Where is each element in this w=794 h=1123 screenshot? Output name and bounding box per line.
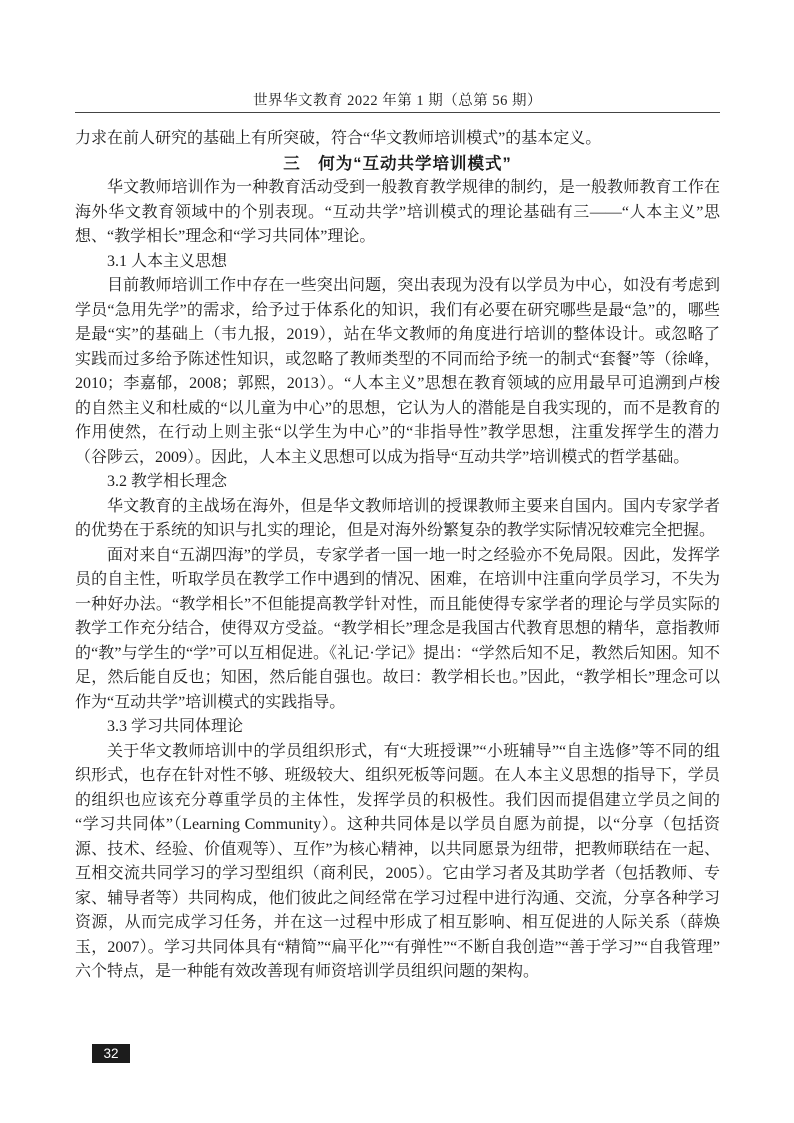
paragraph-continuation: 力求在前人研究的基础上有所突破，符合“华文教师培训模式”的基本定义。	[75, 130, 602, 147]
page-number-badge: 32	[92, 1044, 130, 1063]
article-body	[75, 127, 720, 985]
journal-header-title: 世界华文教育 2022 年第 1 期（总第 56 期）	[253, 93, 542, 109]
section-heading: 三 何为“互动共学培训模式”	[283, 154, 512, 173]
header-divider	[75, 112, 720, 113]
paragraph: 关于华文教师培训中的学员组织形式，有“大班授课”“小班辅导”“自主选修”等不同的组织形式，也存在针对性不够、班级较大、组织死板等问题。在人本主义思想的指导下，学员的组织也应该充分尊重学员的主体性，发挥学员的积极性。我们因而提倡建立学员之间的“学习共同体”（Learning Community）。这种共同体是以学员自愿为前提，以“分享（包括资源、技术、经验、价值观等）、互作”为核心精神，以共同愿景为纽带，把教师联结在一起、互相交流共同学习的学习型组织（商利民，2005）。它由学习者及其助学者（包括教师、专家、辅导者等）共同构成，他们彼此之间经常在学习过程中进行沟通、交流，分享各种学习资源，从而完成学习任务，并在这一过程中形成了相互影响、相互促进的人际关系（薛焕玉，2007）。学习共同体具有“精简”“扁平化”“有弹性”“不断自我创造”“善于学习”“自我管理”六个特点，是一种能有效改善现有师资培训学员组织问题的架构。	[75, 742, 720, 980]
subsection-heading-3-3: 3.3 学习共同体理论	[107, 718, 244, 735]
paragraph: 华文教育的主战场在海外，但是华文教师培训的授课教师主要来自国内。国内专家学者的优势在于系统的知识与扎实的理论，但是对海外纷繁复杂的教学实际情况较难完全把握。	[75, 497, 720, 539]
subsection-heading-3-1: 3.1 人本主义思想	[107, 252, 228, 270]
paragraph: 目前教师培训工作中存在一些突出问题，突出表现为没有以学员为中心，如没有考虑到学员“急用先学”的需求，给予过于体系化的知识，我们有必要在研究哪些是最“急”的，哪些是最“实”的基础上（韦九报，2019），站在华文教师的角度进行培训的整体设计。或忽略了实践而过多给予陈述性知识，或忽略了教师类型的不同而给予统一的制式“套餐”等（徐峰，2010；李嘉郁，2008；郭熙，2013）。“人本主义”思想在教育领域的应用最早可追溯到卢梭的自然主义和杜威的“以儿童为中心”的思想，它认为人的潜能是自我实现的，而不是教育的作用使然，在行动上则主张“以学生为中心”的“非指导性”教学思想，注重发挥学生的潜力（谷陟云，2009）。因此，人本主义思想可以成为指导“互动共学”培训模式的哲学基础。	[75, 277, 720, 466]
paragraph: 华文教师培训作为一种教育活动受到一般教育教学规律的制约，是一般教师教育工作在海外华文教育领域中的个别表现。“互动共学”培训模式的理论基础有三——“人本主义”思想、“教学相长”理念和“学习共同体”理论。	[75, 179, 720, 245]
paragraph: 面对来自“五湖四海”的学员，专家学者一国一地一时之经验亦不免局限。因此，发挥学员的自主性，听取学员在教学工作中遇到的情况、困难，在培训中注重向学员学习，不失为一种好办法。“教学相长”不但能提高教学针对性，而且能使得专家学者的理论与学员实际的教学工作充分结合，使得双方受益。“教学相长”理念是我国古代教育思想的精华，意指教师的“教”与学生的“学”可以互相促进。《礼记·学记》提出：“学然后知不足，教然后知困。知不足，然后能自反也；知困，然后能自强也。故曰：教学相长也。”因此，“教学相长”理念可以作为“互动共学”培训模式的实践指导。	[75, 546, 720, 711]
subsection-heading-3-2: 3.2 教学相长理念	[107, 473, 228, 490]
